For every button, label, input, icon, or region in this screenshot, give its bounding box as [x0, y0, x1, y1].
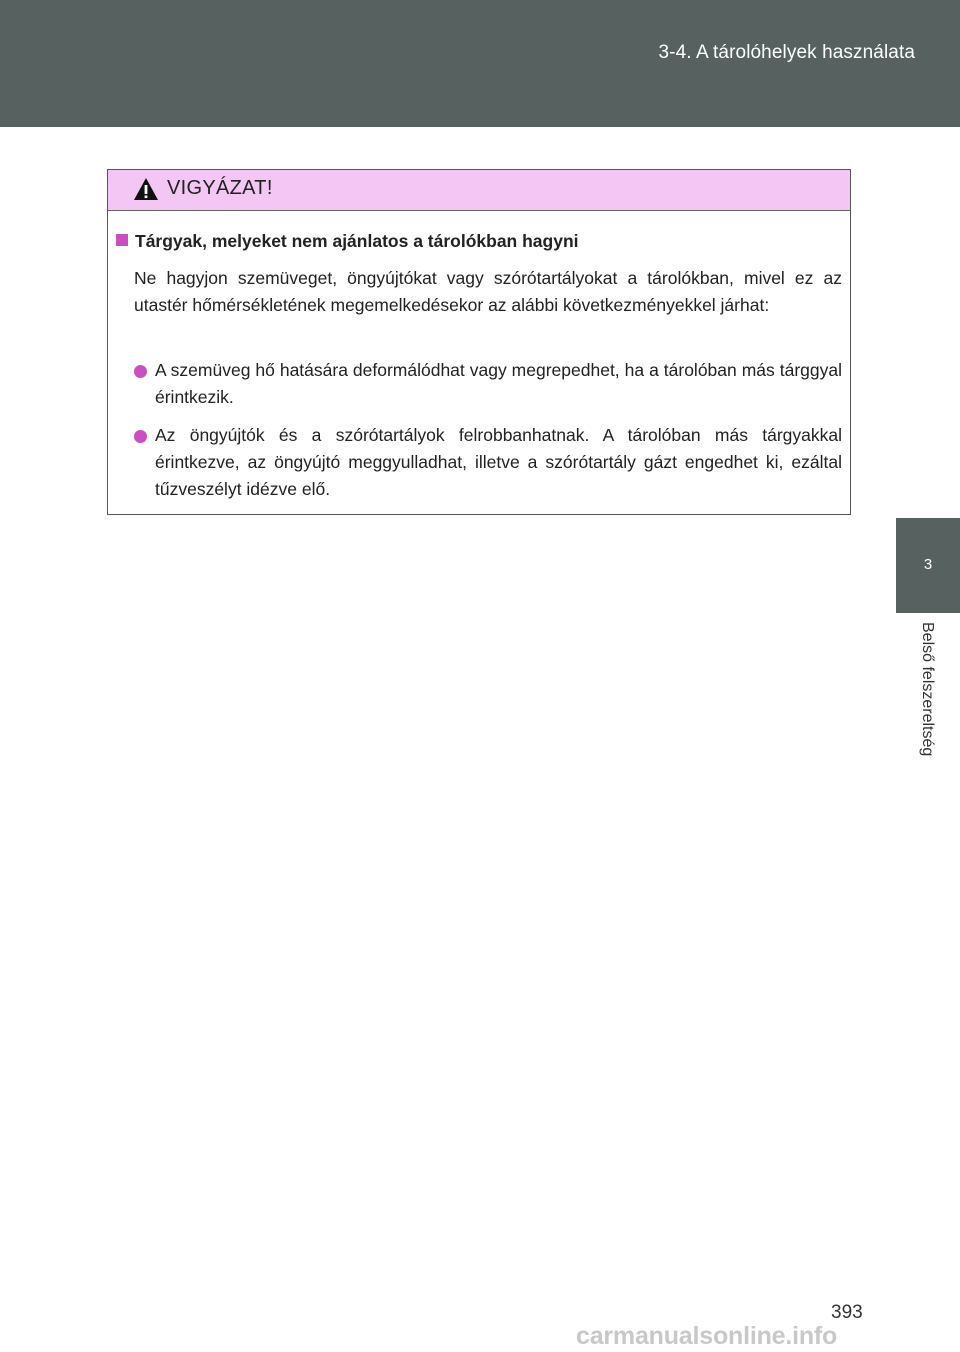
caution-subheading — [116, 231, 836, 252]
watermark: carmanualsonline.info — [576, 1322, 838, 1350]
caution-subheading-text: Tárgyak, melyeket nem ajánlatos a tárolókban hagyni — [135, 231, 579, 251]
page-number: 393 — [831, 1302, 863, 1323]
caution-bullet — [134, 422, 842, 503]
round-bullet-icon — [134, 365, 147, 378]
chapter-label: Belső felszereltség — [919, 622, 936, 757]
caution-header — [108, 170, 850, 211]
caution-bullet-text: Az öngyújtók és a szórótartályok felrobbanhatnak. A tárolóban más tárgyakkal érintkezve, az öngyújtó meggyulladhat, illetve a szórótartály gázt engedhet ki, ezáltal tűzveszélyt idézve elő. — [155, 425, 842, 499]
caution-bullet — [134, 357, 842, 411]
chapter-number: 3 — [923, 556, 933, 573]
caution-box — [107, 169, 851, 515]
warning-triangle-icon — [133, 177, 159, 201]
header-band — [0, 0, 960, 127]
caution-title: VIGYÁZAT! — [167, 177, 273, 199]
square-bullet-icon — [116, 234, 128, 246]
round-bullet-icon — [134, 430, 147, 443]
caution-intro: Ne hagyjon szemüveget, öngyújtókat vagy szórótartályokat a tárolókban, mivel ez az utastér hőmérsékletének megemelkedésekor az alábbi következményekkel járhat: — [134, 268, 842, 315]
section-title: 3-4. A tárolóhelyek használata — [658, 42, 915, 63]
caution-bullet-text: A szemüveg hő hatására deformálódhat vagy megrepedhet, ha a tárolóban más tárggyal érintkezik. — [155, 360, 842, 407]
chapter-tab — [896, 518, 960, 613]
chapter-label-container — [896, 622, 960, 802]
